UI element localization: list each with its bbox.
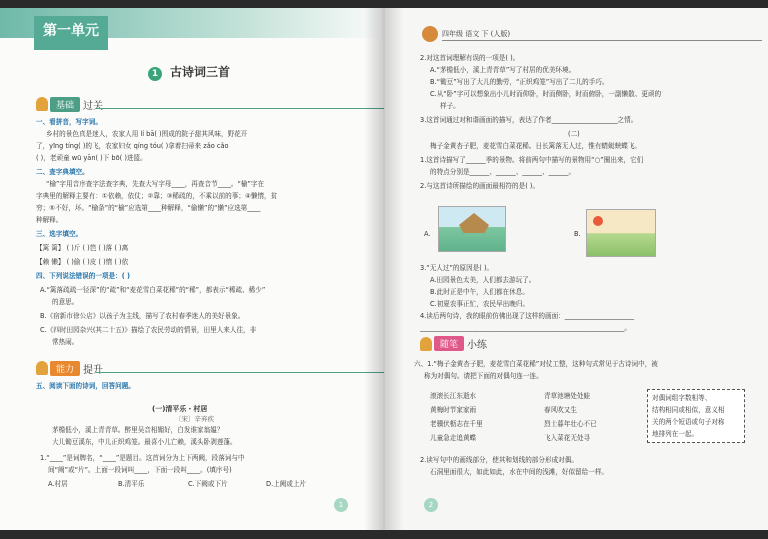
poem-author: 〔宋〕辛弃疾: [175, 415, 214, 423]
pair-right: 飞入菜花无处寻: [544, 434, 591, 442]
text-line: 字典里的解释主要有：①依赖，依仗；②靠；③稀疏的，不乘以前的事；④懒惰，贫: [36, 192, 278, 200]
text-line: A.“篱落疏疏一径深”的“疏”和“麦花雪白菜花稀”的“稀”，都表示“稀疏、稀少”: [40, 286, 266, 294]
pair-left: 黄梅时节家家雨: [430, 406, 477, 414]
poem-text: 梅子金黄杏子肥，麦花雪白菜花稀。日长篱落无人过，惟有蜻蜓蛱蝶飞。: [430, 142, 641, 150]
left-page: [0, 8, 384, 530]
section-title: 提升: [83, 364, 104, 376]
question-line: 3.“无人过”的原因是( )。: [420, 264, 494, 272]
text-line: 乡村的景色真是迷人，农家人用 lí bā( )围成的院子甜其风味，野花开: [46, 130, 248, 138]
grade-label: 四年级 语文 下 (人版): [442, 30, 511, 38]
option-line: C.从“卧”字可以想象出小儿时而仰卧，时而侧卧，时而俯卧，一副懒散、更顽的: [430, 90, 662, 98]
section-divider: [96, 372, 384, 373]
text-line: 穷；⑤不好，坏。“榆条”的“榆”应选第____种解释，“偷懒”的“懒”应选第____: [36, 204, 261, 212]
option-d: D.上阙或上片: [266, 480, 307, 488]
text-line: 的意思。: [52, 298, 79, 306]
section-nengli: [36, 360, 103, 376]
pair-left: 老骥伏枥志在千里: [430, 420, 483, 428]
lesson-number: 1: [148, 67, 162, 81]
option-a: A.村居: [48, 480, 68, 488]
q-dictionary: 二、查字典填空。: [36, 168, 89, 176]
answer-line: ______________________________________________________________。: [420, 324, 631, 332]
question-line: 间“阙”或“片”。上面一段词叫____，下面一段叫____。(填序号): [48, 466, 232, 474]
pair-right: 烈士暮年壮心不已: [544, 420, 597, 428]
question-line: 2.对这首词理解有误的一项是( )。: [420, 54, 520, 62]
text-line: 【篱 篱】 ( )斤 ( )笆 ( )落 ( )离: [36, 244, 129, 252]
pair-right: 春风吹又生: [544, 406, 577, 414]
section-badge: 基础: [50, 97, 80, 112]
poem-line: 茅檐低小，溪上青青草。醉里吴音相媚好，白发谁家翁媪？: [52, 426, 224, 434]
question-line: 称为对偶句。请把下面的对偶句连一连。: [424, 372, 543, 380]
page-number: 1: [334, 498, 348, 512]
tip-line: 地排列在一起。: [652, 430, 699, 438]
image-option-b: [586, 209, 656, 257]
lesson-heading: [148, 63, 230, 81]
poem-number: (二): [568, 130, 580, 138]
section-jichu: [36, 96, 103, 112]
question-line: 六、1.“梅子金黄杏子肥，麦花雪白菜花稀”对仗工整，这种句式常见于古诗词中，被: [414, 360, 658, 368]
question-line: 3.这首词通过对和谐画面的描写，表达了作者____________________之情。: [420, 116, 638, 124]
pair-left: 儿童急走追黄蝶: [430, 434, 477, 442]
poem-line: 大儿锄豆溪东，中儿正织鸡笼。最喜小儿亡赖，溪头卧剥莲蓬。: [52, 438, 237, 446]
option-b: B.清平乐: [118, 480, 145, 488]
poem-title: (一)清平乐・村居: [152, 405, 208, 413]
page-header: [406, 26, 746, 42]
question-line: 的特点分别是______、______、______、______。: [430, 168, 576, 176]
text-line: B.《宿新市徐公店》以孩子为主线，描写了农村春季迷人的美好景象。: [40, 312, 245, 320]
question-line: 1.“____”是词牌名，“____”是题目。这首词分为上下两阙，段落词与中: [40, 454, 245, 462]
lesson-title: 古诗词三首: [170, 65, 231, 79]
text-line: 常热闹。: [52, 338, 79, 346]
text-line: 种解释。: [36, 216, 63, 224]
section-title: 过关: [83, 100, 104, 112]
option-line: B.“锄豆”写出了大儿的勤劳，“正织鸡笼”写出了二儿的手巧。: [430, 78, 609, 86]
tip-line: 关的两个短语或句子对称: [652, 418, 725, 426]
page-number: 2: [424, 498, 438, 512]
section-badge: 能力: [50, 361, 80, 376]
image-option-a: [438, 206, 506, 252]
tip-line: 对偶词组字数相等、: [652, 394, 712, 402]
pair-left: 滚滚长江东逝水: [430, 392, 477, 400]
tip-line: 结构相同或相似，意义相: [652, 406, 725, 414]
q-reading: 五、阅读下面的诗词，回答问题。: [36, 382, 135, 390]
book-spine: [364, 8, 404, 530]
q-choose-char: 三、选字填空。: [36, 230, 83, 238]
mushroom-logo-icon: [422, 26, 438, 42]
section-suibi: [420, 336, 487, 351]
sun-illustration: [593, 216, 603, 226]
text-line: C.《四时田园杂兴(其二十五)》描绘了农民劳动的情景，田里人来人往，非: [40, 326, 257, 334]
option-c: C.下阙或下片: [188, 480, 228, 488]
question-line: 石洞里面很大，如此如此，水在中间的浅滩，好似留给一样。: [430, 468, 609, 476]
question-line: 2.读写句中的画线部分，使其和划线的部分形成对偶。: [420, 456, 578, 464]
viewer-bottom-bar: [0, 530, 768, 539]
header-rule: [442, 40, 762, 41]
mascot-icon: [36, 361, 48, 375]
option-line: A.“茅檐低小，溪上青青草”写了村居的优美环境。: [430, 66, 576, 74]
option-line: C.初夏农事正忙，农民早出晚归。: [430, 300, 530, 308]
section-title: 小练: [467, 340, 488, 351]
text-line: 了，yīng tíng( )的飞，农家妇女 qíng tóu( )拿着扫帚来 zǎo cǎo: [36, 142, 229, 150]
tip-box: [647, 389, 745, 443]
hut-illustration: [459, 213, 489, 233]
option-line: A.田园景色太美，人们都去游玩了。: [430, 276, 536, 284]
image-option-a-label: A.: [424, 230, 431, 238]
mascot-icon: [36, 97, 48, 111]
viewer-top-bar: [0, 0, 768, 8]
unit-label: 第一单元: [34, 16, 108, 50]
mascot-icon: [420, 337, 432, 351]
text-line: 【赖 懒】 ( )偷 ( )皮 ( )惰 ( )依: [36, 258, 129, 266]
question-line: 4.读后两句诗，我的眼前仿佛出现了这样的画面：_____________________: [420, 312, 634, 320]
option-line: 样子。: [440, 102, 460, 110]
question-line: 1.这首诗描写了______季的景物。将前两句中描写的景物用“○”圈出来，它们: [420, 156, 644, 164]
question-line: 2.与这首诗所描绘的画面最相符的是( )。: [420, 182, 540, 190]
text-line: ( )，老顽童 wū yān( )下 bō( )进篮。: [36, 154, 147, 162]
option-line: B.此时正是中午，人们都在休息。: [430, 288, 529, 296]
section-badge: 随笔: [434, 336, 464, 351]
q-pinyin: 一、看拼音，写字词。: [36, 118, 102, 126]
pair-right: 青草池塘处处蛙: [544, 392, 591, 400]
section-divider: [96, 108, 384, 109]
text-line: “榆”字用音序查字法查字典，先查大写字母____，再查音节____。“榆”字在: [46, 180, 265, 188]
right-page: [384, 8, 768, 530]
image-option-b-label: B.: [574, 230, 581, 238]
q-wrong-option: 四、下列说法错误的一项是：( ): [36, 272, 131, 280]
